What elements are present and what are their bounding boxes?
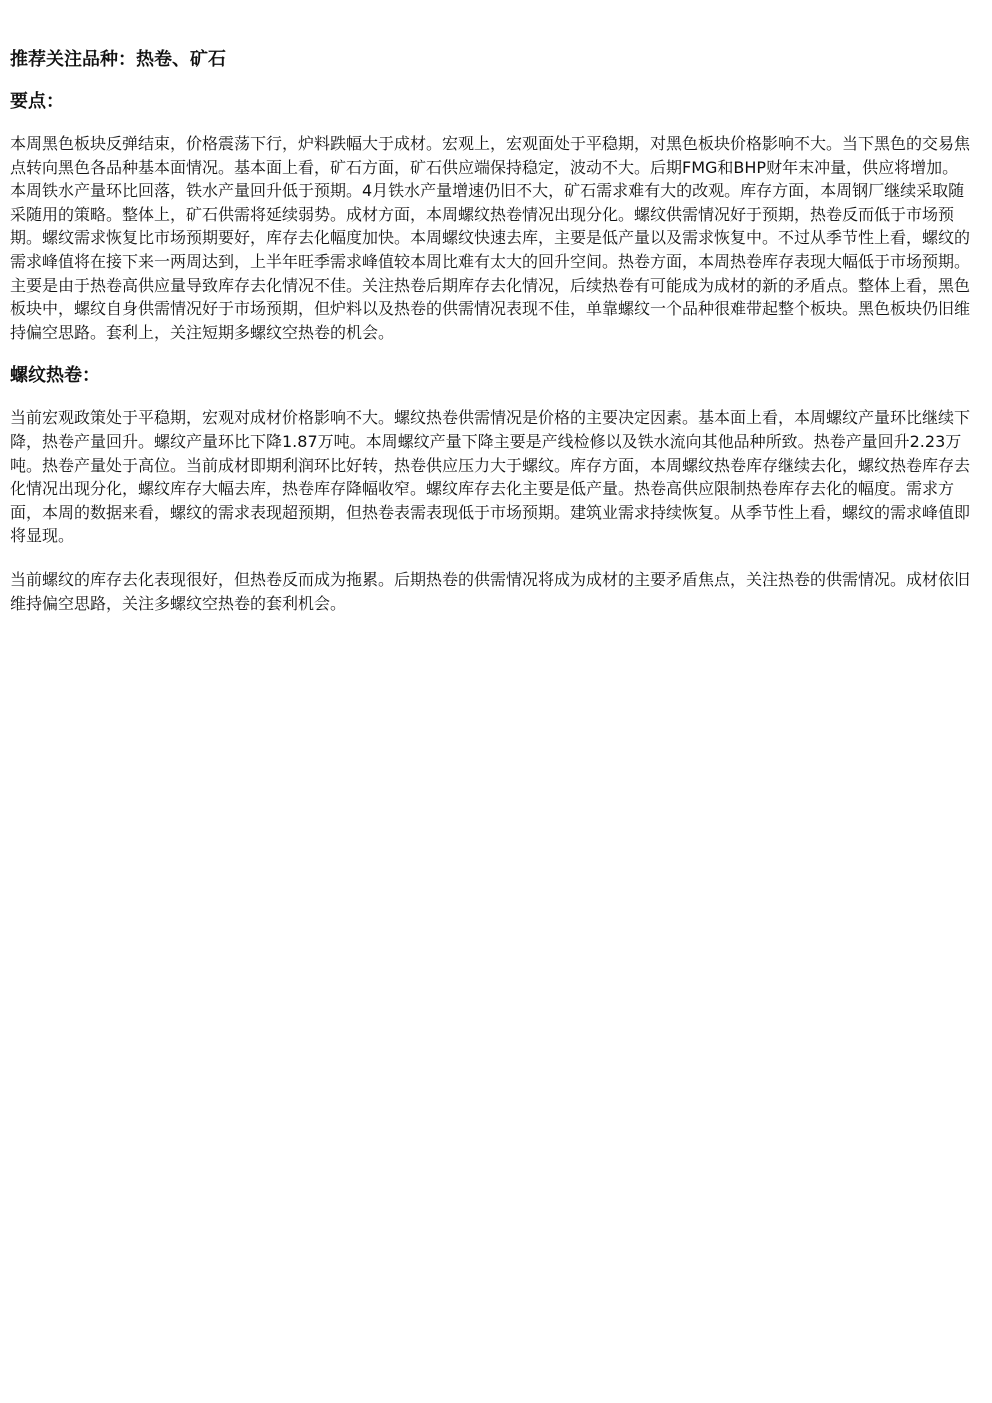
- rebar-hrc-paragraph-2: 当前螺纹的库存去化表现很好，但热卷反而成为拖累。后期热卷的供需情况将成为成材的主要矛盾焦点，关注热卷的供需情况。成材依旧维持偏空思路，关注多螺纹空热卷的套利机会。: [10, 569, 971, 613]
- document-page: [10, 48, 972, 635]
- rebar-hrc-paragraph-1: 当前宏观政策处于平稳期，宏观对成材价格影响不大。螺纹热卷供需情况是价格的主要决定因素。基本面上看，本周螺纹产量环比继续下降，热卷产量回升。螺纹产量环比下降1.87万吨。本周螺纹产量下降主要是产线检修以及铁水流向其他品种所致。热卷产量回升2.23万吨。热卷产量处于高位。当前成材即期利润环比好转，热卷供应压力大于螺纹。库存方面，本周螺纹热卷库存继续去化，螺纹热卷库存去化情况出现分化，螺纹库存大幅去库，热卷库存降幅收窄。螺纹库存去化主要是低产量。热卷高供应限制热卷库存去化的幅度。需求方面，本周的数据来看，螺纹的需求表现超预期，但热卷表需表现低于市场预期。建筑业需求持续恢复。从季节性上看，螺纹的需求峰值即将显现。: [10, 408, 971, 546]
- key-points-paragraph: 本周黑色板块反弹结束，价格震荡下行，炉料跌幅大于成材。宏观上，宏观面处于平稳期，对黑色板块价格影响不大。当下黑色的交易焦点转向黑色各品种基本面情况。基本面上看，矿石方面，矿石供应端保持稳定，波动不大。后期FMG和BHP财年末冲量，供应将增加。本周铁水产量环比回落，铁水产量回升低于预期。4月铁水产量增速仍旧不大，矿石需求难有大的改观。库存方面，本周钢厂继续采取随采随用的策略。整体上，矿石供需将延续弱势。成材方面，本周螺纹热卷情况出现分化。螺纹供需情况好于预期，热卷反而低于市场预期。螺纹需求恢复比市场预期要好，库存去化幅度加快。本周螺纹快速去库，主要是低产量以及需求恢复中。不过从季节性上看，螺纹的需求峰值将在接下来一两周达到，上半年旺季需求峰值较本周比难有太大的回升空间。热卷方面，本周热卷库存表现大幅低于市场预期。主要是由于热卷高供应量导致库存去化情况不佳。关注热卷后期库存去化情况，后续热卷有可能成为成材的新的矛盾点。整体上看，黑色板块中，螺纹自身供需情况好于市场预期，但炉料以及热卷的供需情况表现不佳，单靠螺纹一个品种很难带起整个板块。黑色板块仍旧维持偏空思路。套利上，关注短期多螺纹空热卷的机会。: [10, 134, 971, 342]
- key-points-heading: 要点：: [10, 91, 64, 112]
- rebar-hrc-heading: 螺纹热卷：: [10, 365, 100, 387]
- recommended-varieties-heading: 推荐关注品种：热卷、矿石: [10, 49, 226, 70]
